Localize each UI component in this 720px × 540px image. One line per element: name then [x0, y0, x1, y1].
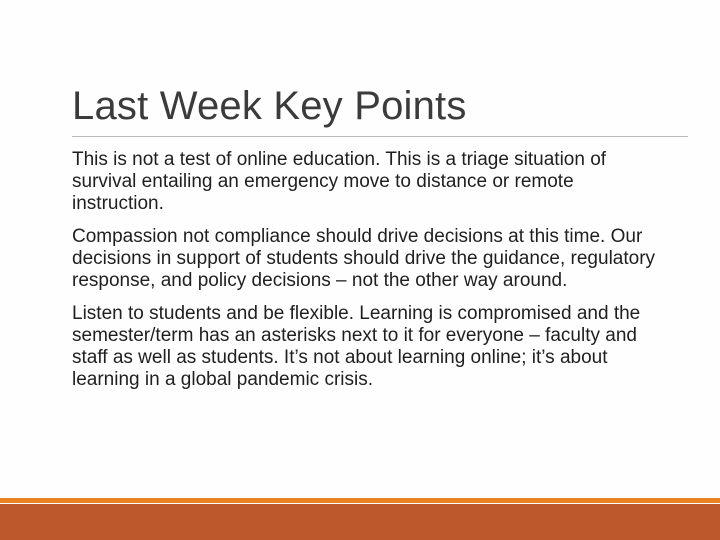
- slide-title: Last Week Key Points: [72, 84, 467, 128]
- slide-content: [72, 149, 657, 402]
- footer-bar: [0, 504, 720, 540]
- bullet-point: Listen to students and be flexible. Learning is compromised and the semester/term has an asterisks next to it for everyone – faculty and staff as well as students. It’s not about learning online; it’s about learning in a global pandemic crisis.: [72, 303, 641, 390]
- bullet-point: Compassion not compliance should drive decisions at this time. Our decisions in support of students should drive the guidance, regulatory response, and policy decisions – not the other way around.: [72, 226, 656, 291]
- footer-accent-stripe: [0, 498, 720, 503]
- title-divider: [72, 136, 688, 137]
- bullet-point: This is not a test of online education. This is a triage situation of survival entailing an emergency move to distance or remote instruction.: [72, 149, 607, 214]
